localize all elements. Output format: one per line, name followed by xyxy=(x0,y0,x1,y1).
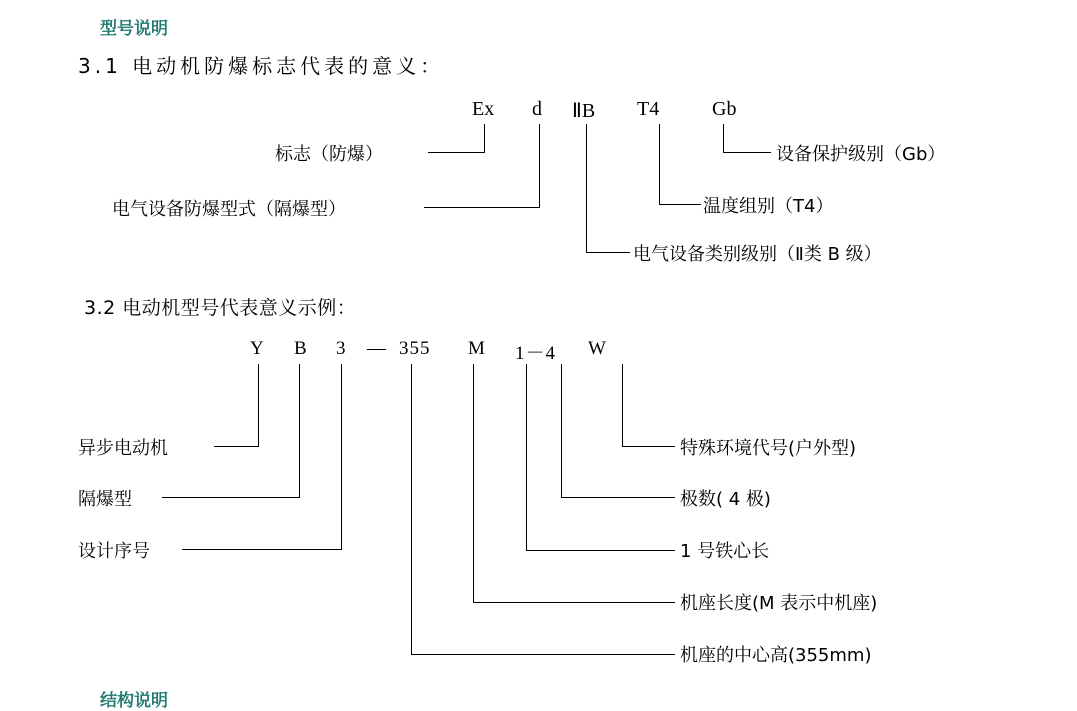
code-gb: Gb xyxy=(712,98,737,120)
leader-line-poles-vertical xyxy=(561,364,562,497)
code-t4: T4 xyxy=(637,98,660,120)
leader-line-3-vertical xyxy=(341,364,342,549)
section-title: 型号说明 xyxy=(100,19,168,39)
label-protection-level: 设备保护级别（Gb） xyxy=(776,144,946,165)
label-category: 电气设备类别级别（Ⅱ类 B 级） xyxy=(633,244,882,265)
label-core-length: 1 号铁心长 xyxy=(680,541,770,562)
leader-line-gb-vertical xyxy=(723,124,724,152)
code-b: B xyxy=(294,338,308,359)
label-equipment-type: 电气设备防爆型式（隔爆型） xyxy=(112,199,346,220)
leader-line-y-vertical xyxy=(258,364,259,446)
label-special-env: 特殊环境代号(户外型) xyxy=(680,438,857,459)
subsection-3-2-heading: 3.2 电动机型号代表意义示例： xyxy=(84,297,357,319)
leader-line-core-vertical xyxy=(526,364,527,550)
leader-line-w-vertical xyxy=(622,364,623,446)
leader-line-m-horizontal xyxy=(473,602,675,603)
code-w: W xyxy=(588,338,607,359)
label-async-motor: 异步电动机 xyxy=(78,438,168,459)
code-355: 355 xyxy=(399,338,431,359)
leader-line-d-vertical xyxy=(539,124,540,207)
subsection-3-1-heading: 3.1 电动机防爆标志代表的意义： xyxy=(78,54,445,78)
label-temperature: 温度组别（T4） xyxy=(703,196,834,217)
leader-line-3-horizontal xyxy=(182,549,342,550)
leader-line-t4-horizontal xyxy=(659,204,701,205)
label-center-height: 机座的中心高(355mm) xyxy=(680,645,872,666)
label-poles: 极数( 4 极) xyxy=(680,489,771,510)
code-iib: ⅡB xyxy=(572,100,596,122)
label-frame-length: 机座长度(M 表示中机座) xyxy=(680,593,878,614)
leader-line-ex-vertical xyxy=(484,124,485,152)
code-d: d xyxy=(532,98,542,120)
leader-line-b-horizontal xyxy=(162,497,300,498)
label-mark: 标志（防爆） xyxy=(275,144,383,165)
leader-line-iib-horizontal xyxy=(586,252,630,253)
leader-line-b-vertical xyxy=(299,364,300,497)
leader-line-355-vertical xyxy=(411,364,412,654)
leader-line-t4-vertical xyxy=(659,124,660,204)
leader-line-poles-horizontal xyxy=(561,497,675,498)
leader-line-m-vertical xyxy=(473,364,474,602)
code-3: 3 xyxy=(336,338,347,359)
leader-line-gb-horizontal xyxy=(723,152,771,153)
leader-line-y-horizontal xyxy=(214,446,259,447)
leader-line-w-horizontal xyxy=(622,446,675,447)
label-flameproof: 隔爆型 xyxy=(78,489,132,510)
leader-line-d-horizontal xyxy=(424,207,540,208)
leader-line-ex-horizontal xyxy=(455,152,485,153)
code-m: M xyxy=(468,338,486,359)
code-dash: — xyxy=(367,338,387,359)
leader-line-iib-vertical xyxy=(586,124,587,252)
code-ex: Ex xyxy=(472,98,495,120)
leader-line-core-horizontal xyxy=(526,550,675,551)
bottom-section-title: 结构说明 xyxy=(100,691,168,711)
leader-line-mark xyxy=(428,152,456,153)
code-1-4: 1－4 xyxy=(515,343,557,364)
label-design-seq: 设计序号 xyxy=(78,541,150,562)
code-y: Y xyxy=(250,338,265,359)
leader-line-355-horizontal xyxy=(411,654,675,655)
